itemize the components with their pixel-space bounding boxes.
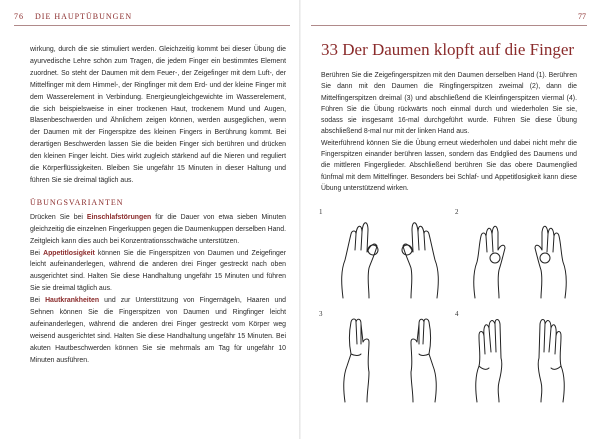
left-body-text: [30, 44, 286, 367]
variant-text: Drücken Sie bei: [30, 213, 87, 221]
header-rule-right: [311, 25, 587, 26]
variant-paragraph-appetite: [30, 248, 286, 296]
chapter-title: 33 Der Daumen klopft auf die Finger: [321, 40, 575, 59]
figure-1: [315, 206, 450, 302]
keyword-appetite: Appetitlosigkeit: [43, 249, 95, 257]
running-head-title: DIE HAUPTÜBUNGEN: [35, 12, 133, 21]
figure-2: [451, 206, 586, 302]
hands-index-thumb-touch-icon: [335, 212, 445, 300]
figure-4: [451, 310, 586, 408]
variant-paragraph-sleep: [30, 212, 286, 248]
variant-text: für die Dauer von etwa sieben Minuten gleichzeitig die einzelnen Fingerkuppen gegen die Daumenkuppen derselben Hand. Zeitgleich kann dies auch bei Konzentrationsschwäche unterstützen.: [30, 213, 286, 245]
hands-ring-thumb-touch-icon: [465, 212, 575, 300]
figure-3: [315, 310, 450, 408]
variant-text: können Sie die Fingerspitzen von Daumen und Zeigefinger leicht aufeinanderlegen, während die anderen drei Finger gestreckt nach oben ausgerichtet sind. Halten Sie diese Handhaltung ungefähr 15 Minuten und führen Sie sie dreimal täglich aus.: [30, 249, 286, 293]
header-rule-left: [14, 25, 290, 26]
right-page: [301, 0, 600, 439]
figure-3-label: 3: [319, 310, 323, 318]
figure-2-label: 2: [455, 208, 459, 216]
left-page: [0, 0, 299, 439]
page-number-right: 77: [578, 12, 586, 21]
variant-text: Bei: [30, 249, 44, 257]
hands-middle-thumb-touch-icon: [335, 314, 445, 404]
keyword-sleep: Einschlafstörungen: [86, 213, 152, 221]
figure-4-label: 4: [455, 310, 459, 318]
variant-text: und zur Unterstützung von Fingernägeln, Haaren und Sehnen können Sie die Fingerspitzen von Daumen und Ringfinger leicht aufeinanderlegen, während die anderen drei Finger gestreckt vom Körper weg weisend ausgerichtet sind. Halten Sie diese Handhaltung ungefähr 15 Minuten. Bei akuten Hautbeschwerden können Sie sie mehrmals am Tag für ungefähr 10 Minuten ausführen.: [30, 297, 287, 364]
page-number-left: 76: [14, 12, 24, 21]
variant-paragraph-skin: [30, 295, 286, 366]
right-body-text: [321, 70, 577, 194]
subheading-variants: ÜBUNGSVARIANTEN: [30, 197, 124, 207]
right-paragraph-2: Weiterführend können Sie die Übung erneut wiederholen und dabei nicht mehr die Fingerspitzen einander berühren lassen, sondern das Endglied des Daumens und die mittleren Fingerglieder. Abschließend berühren Sie das obere Daumenglied fünfmal mit dem Mittelfinger. Besonders bei Schlaf- und Appetitlosigkeit kann diese Übung unterstützend wirken.: [321, 139, 577, 192]
variant-text: Bei: [30, 297, 46, 305]
figure-1-label: 1: [319, 208, 323, 216]
keyword-skin: Hautkrankheiten: [45, 297, 100, 305]
right-paragraph-1: Berühren Sie die Zeigefingerspitzen mit den Daumen derselben Hand (1). Berühren Sie dann mit den Daumen die Ringfingerspitzen zweimal (2), dann die Mittelfingerspitzen dreimal (3) und abschließend die Kleinfingerspitzen viermal (4). Führen Sie die Übung rückwärts noch einmal durch und wiederholen Sie sie, sodass sie insgesamt 16-mal durchgeführt wurde. Führen Sie diese Übung abschließend 8-mal nur mit der linken Hand aus.: [321, 72, 577, 136]
running-head-left: [14, 12, 132, 21]
left-paragraph-1: wirkung, durch die sie stimuliert werden. Gleichzeitig kommt bei dieser Übung die ayurvedische Lehre schön zum Tragen, die jedem Finger ein bestimmtes Element zuordnet. So steht der Daumen mit dem Feuer-, der Zeigefinger mit dem Luft-, der Mittelfinger mit dem Himmel-, der Ringfinger mit dem Erd- und der kleine Finger mit dem Wasserelement in Verbindung. Energieungleichgewichte im Wasserelement, die sich beispielsweise in einer trockenen Haut, trockenem Mund und Augen, Blasenbeschwerden und Ähnlichem zeigen können, werden ausgeglichen, wenn der Daumen mit der Fingerspitze des kleinen Fingers in Berührung kommt. Bei derartigen Beschwerden lassen Sie die beiden Finger sich berühren und drücken den kleinen Finger leicht. Dies wirkt zugleich stärkend auf die Nieren und reguliert die Körperflüssigkeiten. Bleiben Sie ungefähr 15 Minuten in dieser Haltung und führen Sie sie dreimal täglich aus.: [30, 46, 286, 184]
hands-little-thumb-touch-icon: [465, 314, 575, 404]
